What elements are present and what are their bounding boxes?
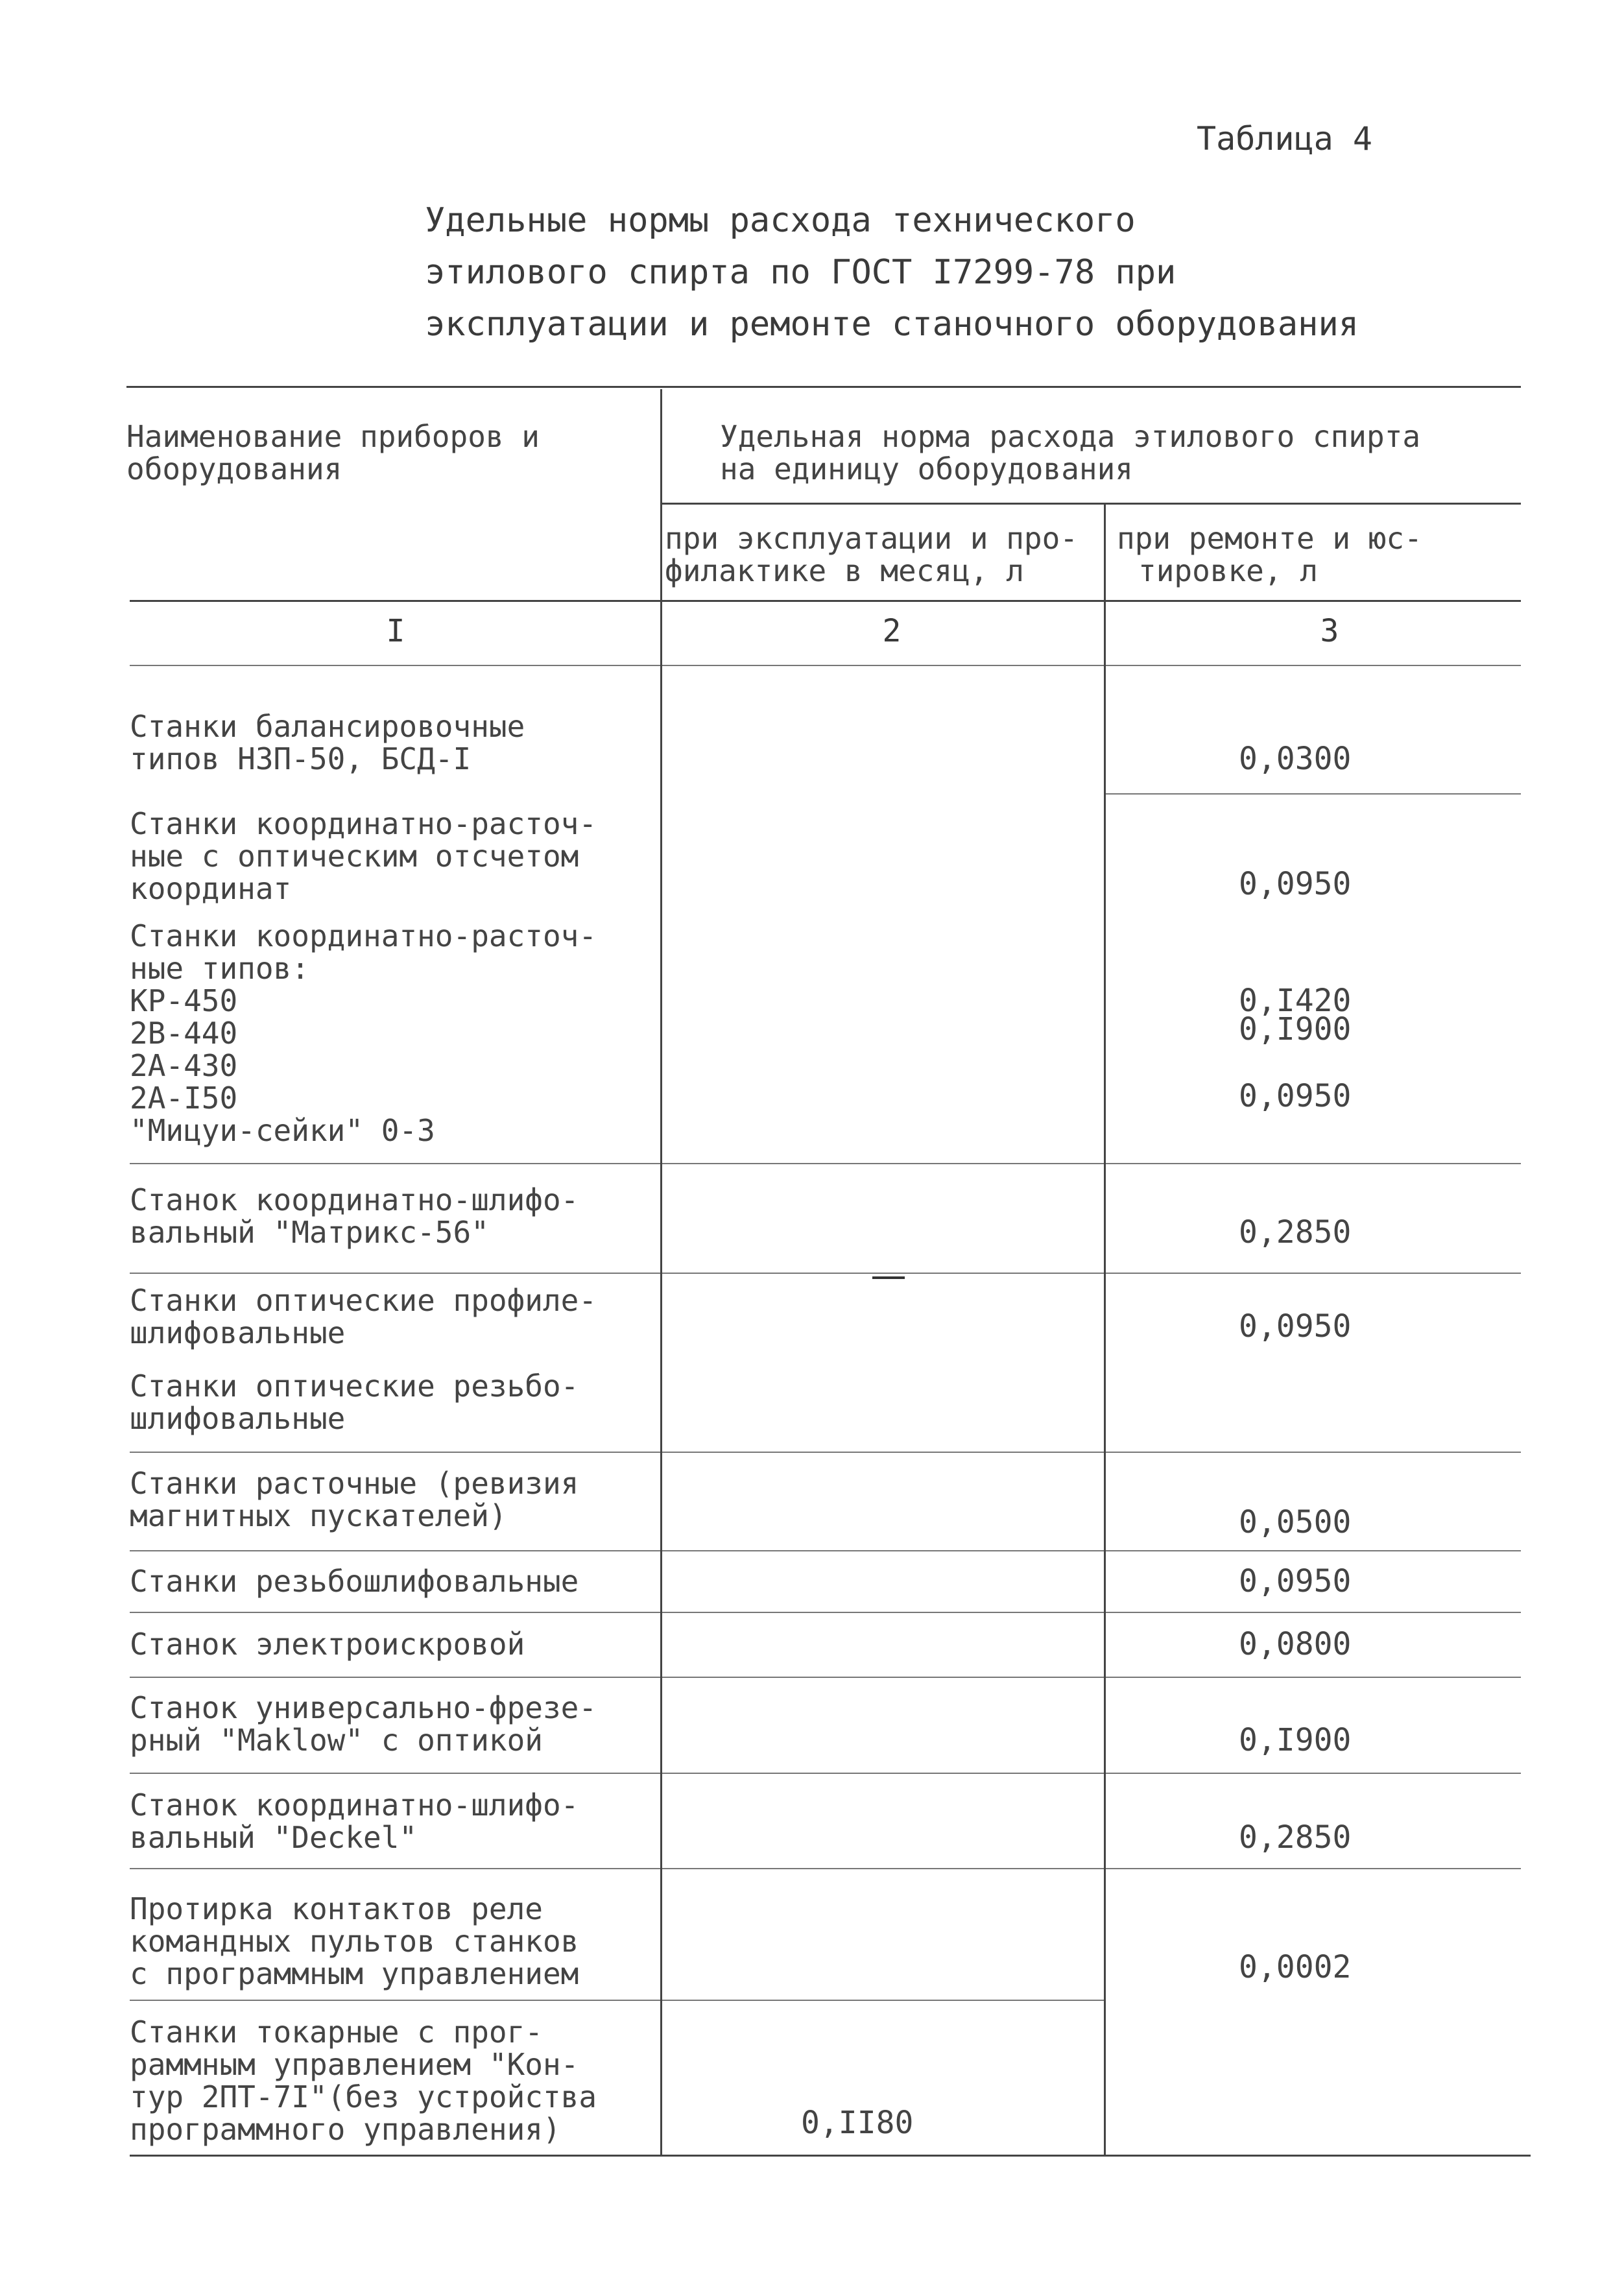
header-col1-line: Наименование приборов и	[126, 419, 540, 454]
row-value: 0,I900	[1239, 1722, 1352, 1758]
row-label-line: Станки балансировочные	[130, 709, 525, 744]
column-number: 2	[882, 613, 902, 649]
col-divider-1	[660, 389, 662, 2155]
row-label-line: Станки координатно-расточ-	[130, 806, 597, 841]
row-value: 0,0800	[1239, 1626, 1352, 1662]
row-label-line: Станки резьбошлифовальные	[130, 1564, 579, 1599]
row-label-line: вальный "Deckel"	[130, 1820, 418, 1855]
row-rule	[1106, 793, 1521, 795]
row-label-line: КР-450	[130, 983, 238, 1018]
row-value: 0,0500	[1239, 1504, 1352, 1540]
row-value: 0,I420	[1239, 983, 1352, 1019]
row-label-line: ные типов:	[130, 951, 309, 986]
row-label-line: шлифовальные	[130, 1315, 346, 1350]
title-line: этилового спирта по ГОСТ I7299-78 при	[425, 253, 1176, 292]
numbers-bottom-rule	[130, 665, 1521, 666]
header-col2-line: филактике в месяц, л	[665, 553, 1024, 588]
row-label-line: командных пультов станков	[130, 1924, 579, 1959]
table-bottom-rule	[130, 2155, 1531, 2157]
header-col3-line: тировке, л	[1138, 553, 1318, 588]
title-line: Удельные нормы расхода технического	[425, 201, 1136, 240]
header-span-line: Удельная норма расхода этилового спирта	[720, 419, 1421, 454]
row-label-line: Станок координатно-шлифо-	[130, 1788, 579, 1823]
row-label-line: программного управления)	[130, 2112, 561, 2147]
row-label-line: раммным управлением "Кон-	[130, 2047, 579, 2082]
row-value: 0,2850	[1239, 1819, 1352, 1856]
row-rule	[130, 1868, 1521, 1869]
row-label-line: с программным управлением	[130, 1956, 579, 1991]
header-span-line: на единицу оборудования	[720, 451, 1133, 486]
row-label-line: Станок координатно-шлифо-	[130, 1182, 579, 1217]
column-number: 3	[1320, 613, 1339, 649]
row-label-line: рный "Maklow" с оптикой	[130, 1723, 543, 1758]
row-value: 0,0002	[1239, 1949, 1352, 1985]
row-label-line: Станки координатно-расточ-	[130, 918, 597, 953]
row-label-line: 2А-430	[130, 1048, 238, 1083]
row-rule	[130, 1773, 1521, 1774]
table-top-rule	[126, 386, 1521, 388]
column-number: I	[386, 613, 405, 649]
row-label-line: тур 2ПТ-7I"(без устройства	[130, 2079, 597, 2114]
row-rule	[130, 1550, 1521, 1551]
row-label-line: ные с оптическим отсчетом	[130, 839, 579, 874]
header-col2-line: при эксплуатации и про-	[665, 521, 1078, 556]
row-label-line: "Мицуи-сейки" 0-3	[130, 1113, 435, 1148]
row-value: 0,0950	[1239, 1308, 1352, 1345]
col2-dash	[872, 1276, 905, 1279]
table-title	[425, 195, 1359, 350]
row-col2-value: 0,II80	[801, 2105, 914, 2141]
row-label-line: 2А-I50	[130, 1081, 238, 1116]
row-label-line: Протирка контактов реле	[130, 1891, 543, 1926]
row-value: 0,2850	[1239, 1214, 1352, 1250]
row-rule	[130, 2000, 1106, 2001]
row-value: 0,0950	[1239, 866, 1352, 902]
row-value: 0,0950	[1239, 1078, 1352, 1114]
row-label-line: Станки оптические профиле-	[130, 1283, 597, 1318]
row-value: 0,0300	[1239, 741, 1352, 777]
row-label-line: Станки расточные (ревизия	[130, 1466, 579, 1501]
row-label-line: типов НЗП-50, БСД-I	[130, 741, 472, 776]
row-rule	[130, 1273, 1521, 1274]
col-divider-2	[1104, 503, 1106, 2155]
header-col1-line: оборудования	[126, 451, 342, 486]
header-bottom-rule	[130, 600, 1521, 602]
row-rule	[130, 1677, 1521, 1678]
row-label-line: вальный "Матрикс-56"	[130, 1215, 489, 1250]
header-subrule	[662, 503, 1521, 505]
header-col3-line: при ремонте и юс-	[1117, 521, 1422, 556]
title-line: эксплуатации и ремонте станочного оборудования	[425, 305, 1359, 344]
row-label-line: Станок универсально-фрезе-	[130, 1690, 597, 1725]
row-label-line: координат	[130, 871, 292, 906]
row-label-line: Станки токарные с прог-	[130, 2015, 543, 2050]
row-rule	[130, 1452, 1521, 1453]
row-label-line: 2В-440	[130, 1016, 238, 1051]
table-label: Таблица 4	[1197, 120, 1372, 158]
row-label-line: магнитных пускателей)	[130, 1498, 507, 1533]
row-rule	[130, 1612, 1521, 1613]
row-label-line: шлифовальные	[130, 1401, 346, 1436]
row-rule	[130, 1163, 1521, 1164]
row-label-line: Станок электроискровой	[130, 1627, 525, 1662]
row-value: 0,0950	[1239, 1563, 1352, 1599]
row-label-line: Станки оптические резьбо-	[130, 1369, 579, 1404]
row-value: 0,I900	[1239, 1011, 1352, 1047]
